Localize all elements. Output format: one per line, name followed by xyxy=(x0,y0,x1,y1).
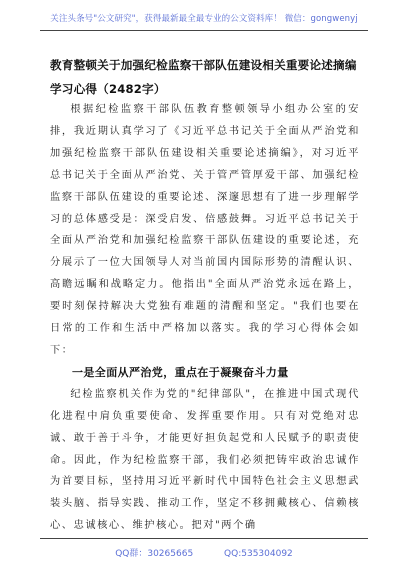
header-banner: 关注头条号"公文研究"，获得最新最全最专业的公文资料库！ 微信：gongwenyj xyxy=(50,14,358,24)
footer xyxy=(40,546,368,559)
document-body xyxy=(50,99,360,537)
footer-divider xyxy=(40,538,368,539)
document-title: 教育整顿关于加强纪检监察干部队伍建设相关重要论述摘编学习心得（2482字） xyxy=(50,58,357,96)
footer-qq-number: QQ:535304092 xyxy=(224,549,293,559)
header-divider xyxy=(40,30,368,31)
intro-paragraph: 根据纪检监察干部队伍教育整顿领导小组办公室的安排，我近期认真学习了《习近平总书记关于全面从严治党和加强纪检监察干部队伍建设相关重要论述摘编》，对习近平总书记关于全面从严治党、关于管严管厚爱干部、加强纪检监察干部队伍建设的重要论述、深邃思想有了进一步理解学习的总体感受是：深受启发、倍感鼓舞。习近平总书记关于全面从严治党和加强纪检监察干部队伍建设的重要论述，充分展示了一位大国领导人对当前国内国际形势的清醒认识、高瞻远瞩和战略定力。他指出"全面从严治党永远在路上，要时刻保持解决大党独有难题的清醒和坚定。"我们也要在日常的工作和生活中严格加以落实。我的学习心得体会如下： xyxy=(50,104,360,356)
section-paragraph: 纪检监察机关作为党的"纪律部队"，在推进中国式现代化进程中肩负重要使命、发挥重要作用。只有对党绝对忠诚、敢于善于斗争，才能更好担负起党和人民赋予的职责使命。因此，作为纪检监察干部，我们必须把铸牢政治忠诚作为首要目标，坚持用习近平新时代中国特色社会主义思想武装头脑、指导实践、推动工作，坚定不移拥戴核心、信赖核心、忠诚核心、维护核心。把对"两个确 xyxy=(50,388,360,532)
footer-qq-group: QQ群：30265665 xyxy=(115,549,194,559)
section-heading: 一是全面从严治党，重点在于凝聚奋斗力量 xyxy=(72,365,289,379)
